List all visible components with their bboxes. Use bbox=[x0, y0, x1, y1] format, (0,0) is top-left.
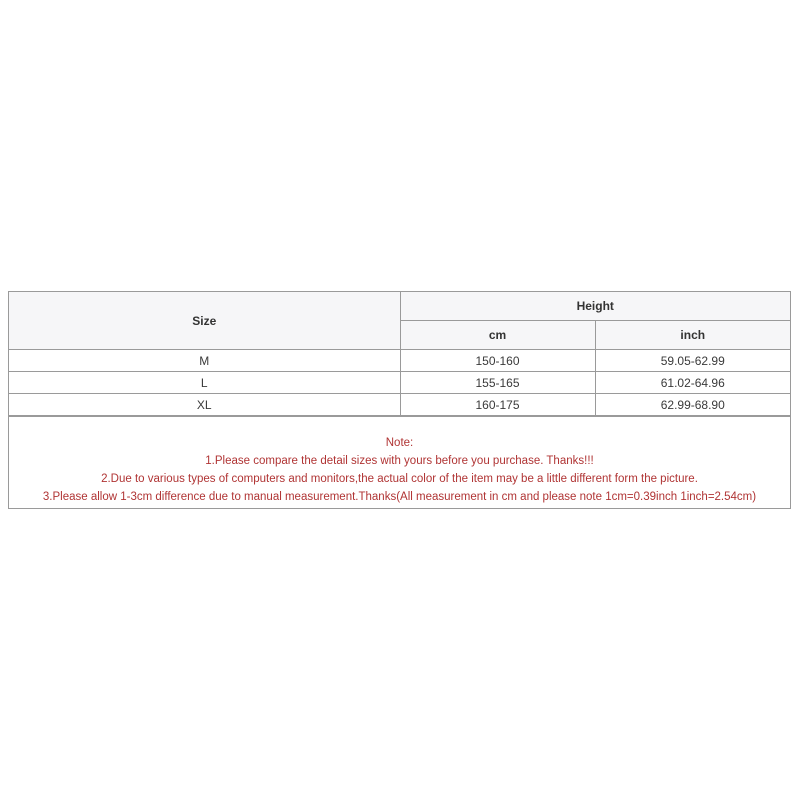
inch-cell: 61.02-64.96 bbox=[595, 372, 790, 394]
table-row bbox=[9, 372, 790, 394]
inch-cell: 62.99-68.90 bbox=[595, 394, 790, 416]
cm-cell: 150-160 bbox=[400, 350, 595, 372]
note-line: 1.Please compare the detail sizes with yours before you purchase. Thanks!!! bbox=[205, 455, 594, 467]
inch-cell: 59.05-62.99 bbox=[595, 350, 790, 372]
cm-cell: 155-165 bbox=[400, 372, 595, 394]
size-chart bbox=[8, 291, 791, 509]
size-table bbox=[9, 292, 790, 416]
size-cell: L bbox=[9, 372, 400, 394]
inch-column-header: inch bbox=[595, 321, 790, 350]
table-row bbox=[9, 394, 790, 416]
notes-section bbox=[9, 416, 790, 508]
note-line: 3.Please allow 1-3cm difference due to manual measurement.Thanks(All measurement in cm and please note 1cm=0.39inch 1inch=2.54cm) bbox=[42, 491, 757, 503]
cm-column-header: cm bbox=[400, 321, 595, 350]
size-cell: XL bbox=[9, 394, 400, 416]
note-line: 2.Due to various types of computers and monitors,the actual color of the item may be a little different form the picture. bbox=[101, 473, 698, 485]
cm-cell: 160-175 bbox=[400, 394, 595, 416]
height-column-header: Height bbox=[400, 292, 790, 321]
size-cell: M bbox=[9, 350, 400, 372]
table-row bbox=[9, 350, 790, 372]
size-column-header: Size bbox=[9, 292, 400, 350]
notes-title: Note: bbox=[385, 437, 414, 449]
